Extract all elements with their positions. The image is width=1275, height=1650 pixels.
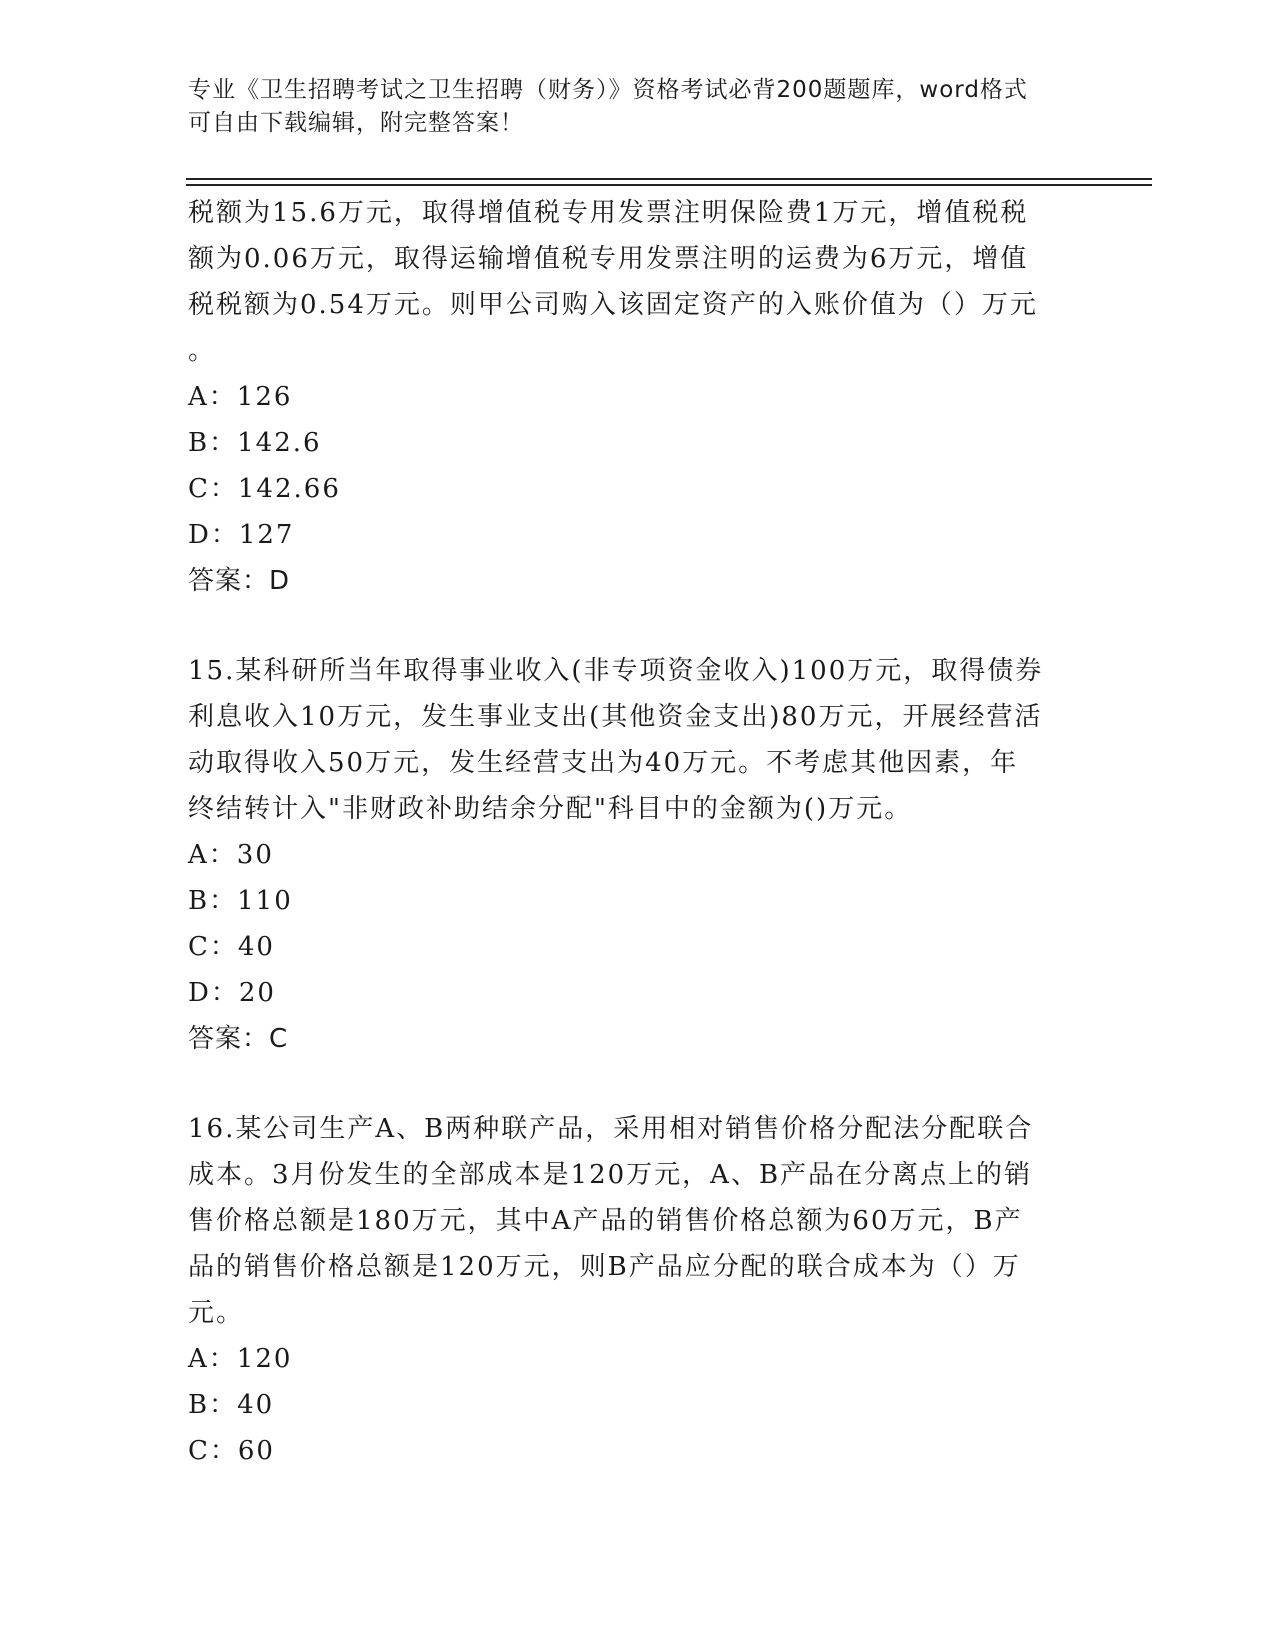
question-text-line: 终结转计入"非财政补助结余分配"科目中的金额为()万元。 [188, 794, 913, 824]
question-text-line: 利息收入10万元，发生事业支出(其他资金支出)80万元，开展经营活 [188, 702, 1043, 732]
option-b: B：40 [188, 1390, 275, 1420]
question-spacer [188, 604, 1088, 648]
answer-label: 答案：C [188, 1024, 289, 1054]
header-divider-bottom [186, 184, 1152, 186]
option-b: B：110 [188, 886, 293, 916]
question-text-line: 税税额为0.54万元。则甲公司购入该固定资产的入账价值为（）万元 [188, 290, 1038, 320]
header-divider-top [186, 178, 1152, 180]
question-text-line: 15.某科研所当年取得事业收入(非专项资金收入)100万元，取得债券 [188, 656, 1044, 686]
option-c: C：142.66 [188, 474, 341, 504]
question-14-continued [188, 190, 1088, 604]
option-b: B：142.6 [188, 428, 322, 458]
header-line-1: 专业《卫生招聘考试之卫生招聘（财务）》资格考试必背200题题库，word格式 [188, 77, 1028, 103]
option-c: C：40 [188, 932, 275, 962]
option-a: A：30 [188, 840, 274, 870]
question-text-line: 元。 [188, 1298, 245, 1328]
question-text-line: 16.某公司生产A、B两种联产品，采用相对销售价格分配法分配联合 [188, 1114, 1034, 1144]
document-body [188, 190, 1088, 1474]
question-text-line: 动取得收入50万元，发生经营支出为40万元。不考虑其他因素，年 [188, 748, 1019, 778]
question-text-line: 。 [188, 336, 217, 366]
document-header [188, 74, 1088, 140]
answer-label: 答案：D [188, 566, 291, 596]
question-16 [188, 1106, 1088, 1474]
header-line-2: 可自由下载编辑，附完整答案！ [188, 110, 524, 136]
question-text-line: 额为0.06万元，取得运输增值税专用发票注明的运费为6万元，增值 [188, 244, 1029, 274]
option-d: D：20 [188, 978, 276, 1008]
option-d: D：127 [188, 520, 295, 550]
option-c: C：60 [188, 1436, 275, 1466]
question-spacer [188, 1062, 1088, 1106]
question-text-line: 税额为15.6万元，取得增值税专用发票注明保险费1万元，增值税税 [188, 198, 1029, 228]
question-text-line: 成本。3月份发生的全部成本是120万元，A、B产品在分离点上的销 [188, 1160, 1033, 1190]
option-a: A：120 [188, 1344, 293, 1374]
question-15 [188, 648, 1088, 1062]
option-a: A：126 [188, 382, 293, 412]
question-text-line: 售价格总额是180万元，其中A产品的销售价格总额为60万元，B产 [188, 1206, 1023, 1236]
question-text-line: 品的销售价格总额是120万元，则B产品应分配的联合成本为（）万 [188, 1252, 1021, 1282]
